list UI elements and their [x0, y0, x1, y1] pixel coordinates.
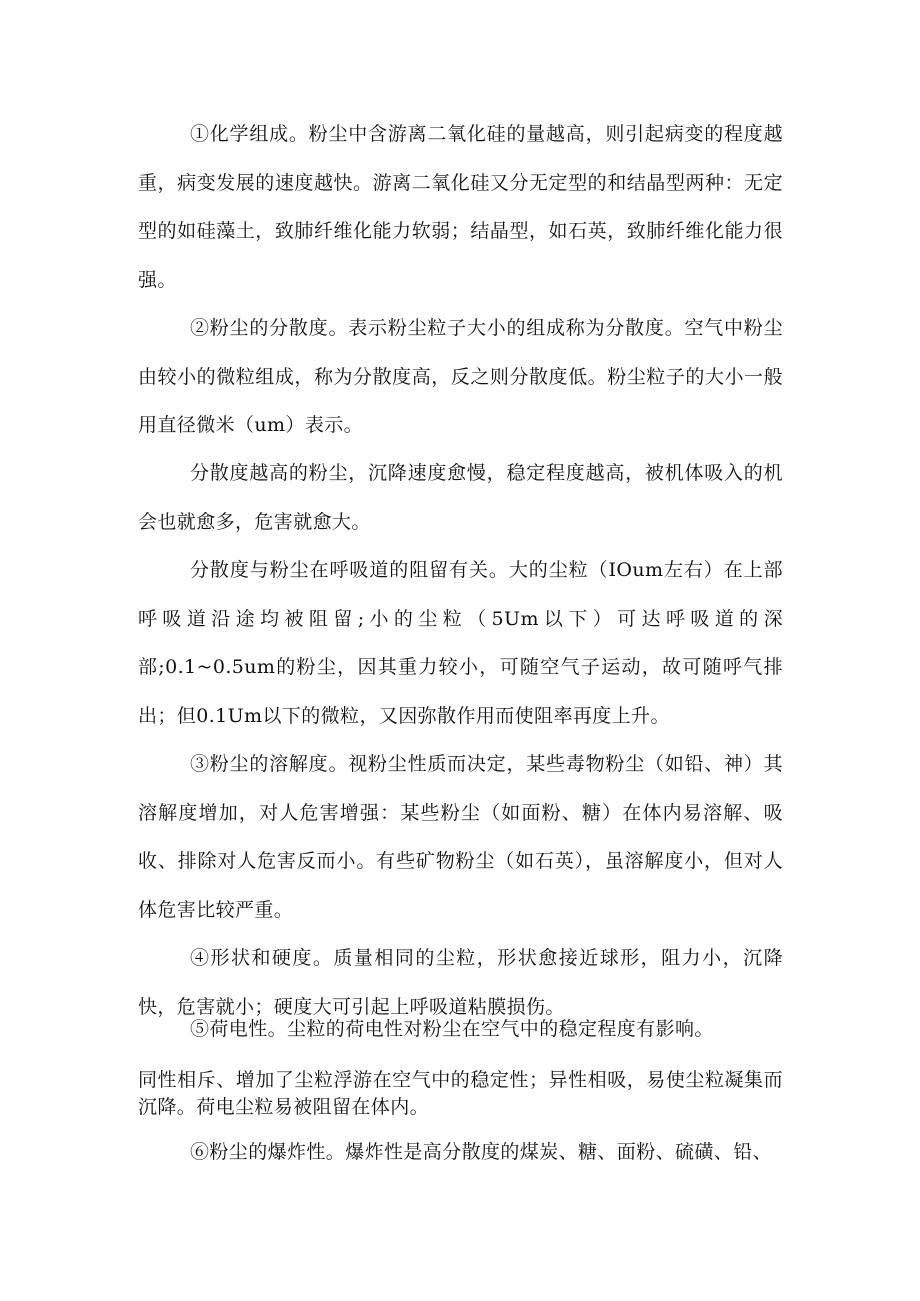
paragraph-charge: ⑤荷电性。尘粒的荷电性对粉尘在空气中的稳定程度有影响。: [190, 1018, 714, 1040]
paragraph-shape-hardness: ④形状和硬度。质量相同的尘粒，形状愈接近球形，阻力小，沉降快，危害就小；硬度大可引起上呼吸道粘膜损伤。: [138, 947, 783, 1018]
paragraph-solubility: ③粉尘的溶解度。视粉尘性质而决定，某些毒物粉尘（如铅、神）其溶解度增加，对人危害增强：某些粉尘（如面粉、糖）在体内易溶解、吸收、排除对人危害反而小。有些矿物粉尘（如石英），虽溶解度小，但对人体危害比较严重。: [138, 753, 783, 921]
paragraph-chemical-composition: ①化学组成。粉尘中含游离二氧化硅的量越高，则引起病变的程度越重，病变发展的速度越快。游离二氧化硅又分无定型的和结晶型两种：无定型的如硅藻土，致肺纤维化能力软弱；结晶型，如石英，致肺纤维化能力很强。: [138, 123, 783, 291]
paragraph-dispersion: ②粉尘的分散度。表示粉尘粒子大小的组成称为分散度。空气中粉尘由较小的微粒组成，称为分散度高，反之则分散度低。粉尘粒子的大小一般用直径微米（um）表示。: [138, 317, 783, 436]
paragraph-explosiveness: ⑥粉尘的爆炸性。爆炸性是高分散度的煤炭、糖、面粉、硫磺、铅、: [190, 1141, 773, 1163]
paragraph-respiratory-retention: 分散度与粉尘在呼吸道的阻留有关。大的尘粒（IOum左右）在上部呼吸道沿途均被阻留;小的尘粒（5Um以下）可达呼吸道的深部;0.1~0.5um的粉尘，因其重力较小，可随空气子运动，故可随呼气排出；但0.1Um以下的微粒，又因弥散作用而使阻率再度上升。: [138, 559, 783, 727]
paragraph-dispersion-effect: 分散度越高的粉尘，沉降速度愈慢，稳定程度越高，被机体吸入的机会也就愈多，危害就愈大。: [138, 462, 783, 533]
paragraph-charge-continued: 同性相斥、增加了尘粒浮游在空气中的稳定性；异性相吸，易使尘粒凝集而沉降。荷电尘粒易被阻留在体内。: [138, 1069, 783, 1118]
